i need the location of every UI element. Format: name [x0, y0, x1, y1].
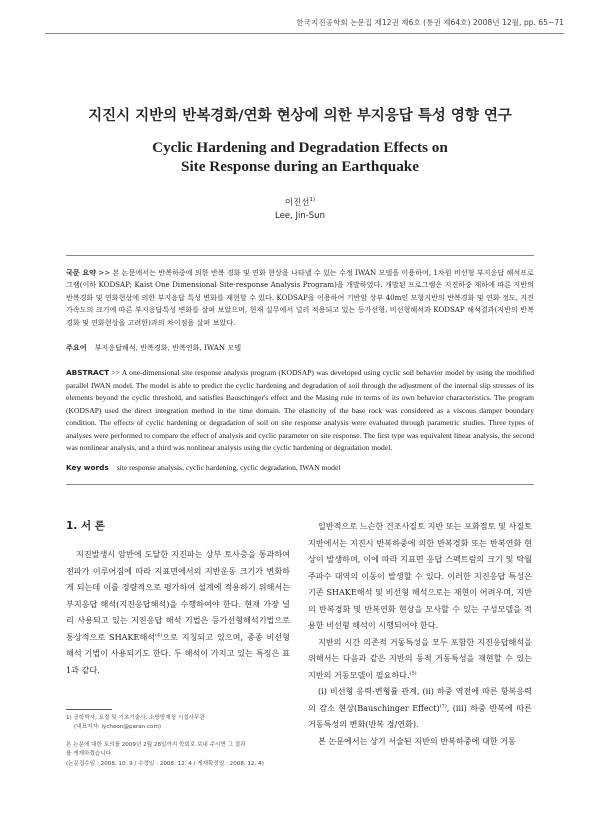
keywords-ko-label: 주요어	[66, 343, 87, 352]
paper-title-english	[0, 138, 600, 176]
author-korean	[0, 196, 600, 208]
author-english: Lee, Jin-Sun	[275, 211, 325, 221]
paragraph	[66, 546, 290, 678]
paper-title-english-line2: Site Response during an Earthquake	[181, 158, 419, 175]
abstract-top-rule	[66, 255, 534, 256]
paragraph: 일반적으로 느슨한 건조사질토 지반 또는 포화점토 및 사질토 지반에서는 지진시 반복하중에 의한 반복경화 또는 반복연화 현상이 발생하며, 이에 따라 지표면 응답 스펙트럼의 크기 및 탁월 주파수 대역의 이동이 발생할 수 있다. 이러한 지진응답 특성은 기존 SHAKE해석 및 비선형 해석으로는 재현이 어려우며, 지반의 반복경화 및 반복연화 현상을 모사할 수 있는 구성모델을 적용한 비선형 해석이 시행되어야 한다.	[308, 521, 532, 630]
keywords-korean	[66, 343, 534, 353]
paragraph	[308, 634, 532, 684]
section-heading-introduction: 1. 서 론	[66, 520, 105, 532]
paper-title-korean: 지진시 지반의 반복경화/연화 현상에 의한 부지응답 특성 영향 연구	[88, 108, 512, 124]
paragraph: 본 논문에서는 상기 서술된 지반의 반복하중에 대한 거동	[318, 735, 516, 746]
keywords-english	[66, 463, 534, 472]
footnote-line: 를 게재하겠습니다.	[66, 751, 113, 757]
footnote-line: 1) 공학박사, 토질 및 기초기술사, 소방방재청 시설사무관	[66, 715, 205, 721]
abstract-en-text: A one-dimensional site response analysis program (KODSAP) was developed using cyclic soil behavior model by using the modified parallel IWAN model. The model is able to predict the cyclic hardening and degradation of soil through the adjustment of the internal slip stresses of its elements beyond the cyclic threshold, and satisfies Bauschinger's effect and the Masing rule in terms of its own behavior characteristics. The program (KODSAP) used the direct integration method in the time domain. The elasticity of the base rock was considered as a viscous damper boundary condition. The effects of cyclic hardening or degradation of soil on site response analysis were evaluated through parametric studies. Three types of analyses were performed to compare the effect of analysis and cyclic parameter on site response. The first type was equivalent linear analysis, the second was nonlinear analysis, and a third was nonlinear analysis using the cyclic hardening or degradation model.	[66, 368, 534, 452]
abstract-ko-text: 본 논문에서는 반복하중에 의한 반복 경화 및 연화 현상을 나타낼 수 있는 수정 IWAN 모델을 이용하여, 1차원 비선형 부지응답 해석프로그램(이하 KODSAP; Kaist One Dimensional Site-response Analysis Program)을 개발하였다. 개발된 프로그램은 지진하중 재하에 따른 지반의 반복경화 및 연화현상에 의한 부지응답 특성 변화를 재현할 수 있다. KODSAP을 이용하여 기반암 상부 40m인 모형지반의 반복경화 및 연화 정도, 지진가속도의 크기에 따른 부지응답특성 변화를 살펴 보았으며, 현재 실무에서 널리 적용되고 있는 등가선형, 비선형해석과 KODSAP 해석결과(지반의 반복경화 및 연화현상을 고려한)과의 차이점을 살펴 보았다.	[66, 268, 534, 327]
reference-marker: (4)	[155, 631, 163, 638]
paragraph	[308, 683, 532, 733]
keywords-en-label: Key words	[66, 463, 109, 472]
reference-marker: (5)	[409, 669, 417, 676]
abstract-ko-label: 국문 요약	[66, 268, 96, 277]
abstract-ko-arrows: >>	[98, 268, 111, 277]
abstract-english	[66, 367, 534, 455]
footnote-discussion	[66, 741, 290, 759]
reference-marker: (7)	[439, 702, 447, 709]
abstract-en-arrows: >>	[111, 368, 120, 377]
body-column-right	[308, 518, 532, 749]
body-column-left	[66, 546, 290, 678]
footnote-rule	[66, 709, 112, 710]
paragraph-text: (i) 비선형 응력-변형률 관계, (ii) 하중 역전에 따른 항복응력의 감소 현상(Bauschinger Effect)	[308, 686, 532, 713]
author-marker: 1)	[309, 197, 316, 204]
footnote-line: 본 논문에 대한 토의를 2009년 2월 28일까지 학회로 보내 주시면 그 결과	[66, 742, 246, 748]
abstract-en-label: ABSTRACT	[66, 368, 110, 377]
keywords-ko-text: 부지응답해석, 반복경화, 반복연화, IWAN 모델	[94, 343, 242, 352]
abstract-bottom-rule	[66, 484, 534, 485]
paper-title-english-line1: Cyclic Hardening and Degradation Effects on	[152, 139, 448, 156]
keywords-en-text: site response analysis, cyclic hardening, cyclic degradation, IWAN model	[116, 463, 341, 472]
author-name-korean: 이진선	[284, 198, 310, 208]
paragraph-text: 지진발생시 암반에 도달한 지진파는 상부 토사층을 통과하여 전파가 이루어짐에 따라 지표면에서의 지반운동 크기가 변화하게 되는데 이를 정량적으로 평가하여 설계에 적용하기 위해서는 부지응답 해석(지진응답해석)을 수행하여야 한다. 현재 가장 널리 사용되고 있는 지진응답 해석 기법은 등가선형해석기법으로 통상적으로 SHAKE해석	[66, 549, 290, 642]
running-header: 한국지진공학회 논문집 제12권 제6호 (통권 제64호) 2008년 12월, pp. 65~71	[296, 18, 564, 27]
footnote-line: (대표저자: lycheon@paran.com)	[74, 724, 162, 730]
footnote-dates: (논문접수일 : 2008. 10. 9 / 수정일 : 2008. 12. 4 / 게재확정일 : 2008. 12. 4)	[66, 761, 264, 767]
header-rule	[45, 33, 564, 34]
abstract-korean	[66, 267, 534, 329]
footnote-author	[66, 714, 290, 732]
paragraph-text: 지반의 시간 의존적 거동특성을 모두 포함한 지진응답해석을 위해서는 다음과 같은 지반의 동적 거동특성을 재현할 수 있는 지반의 거동모델이 필요하다.	[308, 636, 532, 680]
paragraph-text: , (iii) 하중 반복에 따른 거동특성의 변화(반복 경/연화).	[308, 702, 532, 729]
paragraph-text: 으로 지칭되고 있으며, 종종 비선형 해석 기법이 사용되기도 한다. 두 해석이 가지고 있는 특징은 표 1과 같다.	[66, 631, 290, 675]
